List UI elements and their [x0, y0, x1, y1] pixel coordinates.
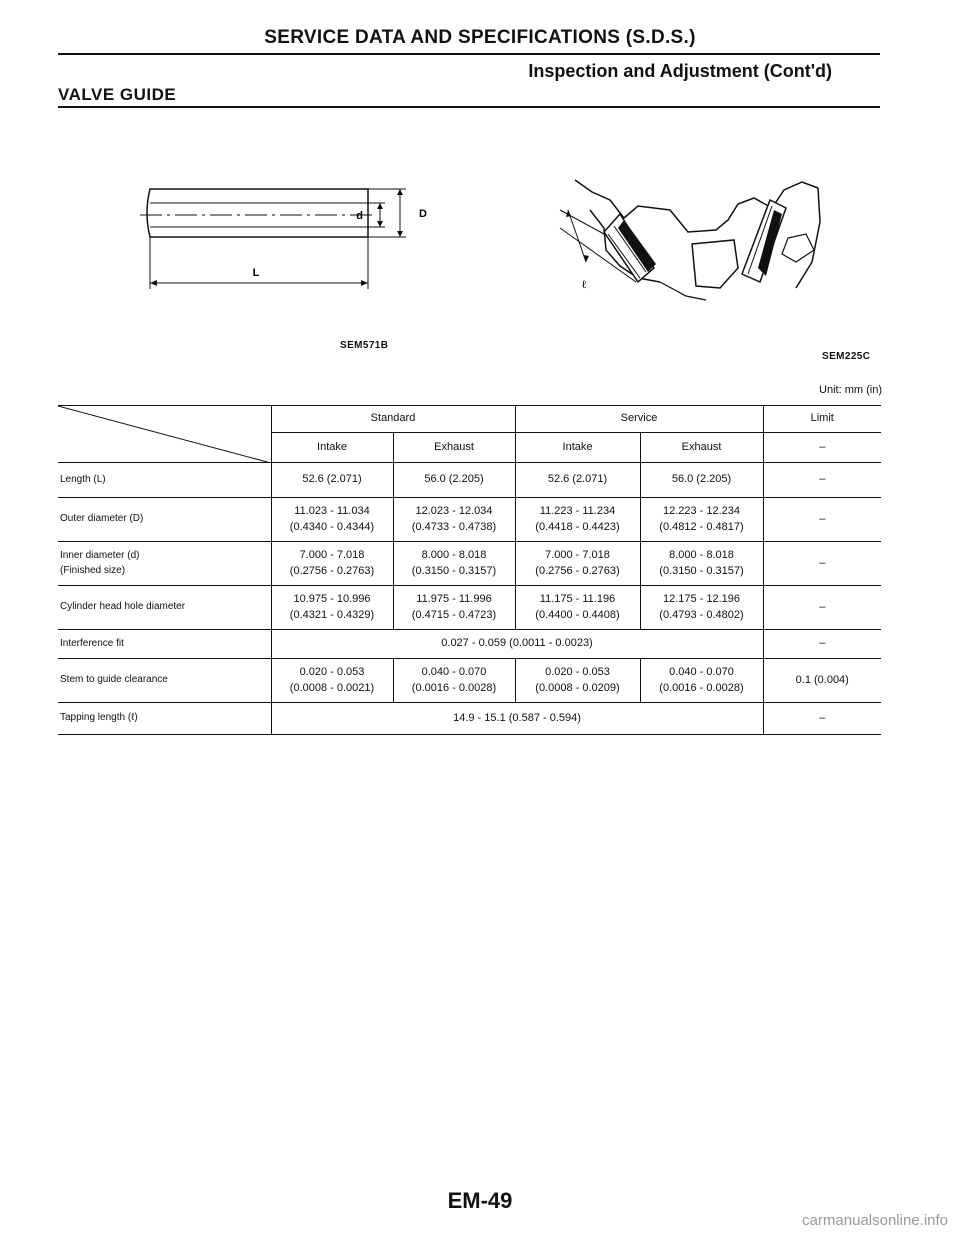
cell-line: 56.0 (2.205)	[424, 473, 484, 486]
cell-line: 7.000 - 7.018	[545, 548, 610, 561]
cell-service-intake	[515, 498, 640, 542]
cell-line: 0.040 - 0.070	[669, 665, 734, 678]
corner-diagonal	[58, 406, 271, 463]
dim-D-label: D	[419, 208, 427, 220]
cell-service-exhaust	[640, 463, 763, 498]
cell-standard-intake	[271, 659, 393, 703]
cell-standard-exhaust	[393, 586, 515, 630]
cell-line: Cylinder head hole diameter	[60, 601, 186, 613]
table-corner-cell	[58, 406, 271, 463]
cell-line: 7.000 - 7.018	[299, 548, 365, 561]
page-number: EM-49	[447, 1188, 513, 1213]
cell-service-exhaust	[640, 542, 763, 586]
section-title: VALVE GUIDE	[58, 85, 177, 104]
table-row	[58, 498, 881, 542]
header-service-intake: Intake	[515, 433, 640, 463]
cell-limit: –	[763, 586, 881, 630]
cell-line: 56.0 (2.205)	[671, 473, 732, 486]
cell-standard-intake	[271, 586, 393, 630]
table-row	[58, 586, 881, 630]
cell-line: Interference fit	[60, 637, 124, 649]
table-row	[58, 630, 881, 659]
header-limit-dash: –	[763, 433, 881, 463]
cell-line: (0.2756 - 0.2763)	[289, 564, 375, 577]
cylinder-head-section-figure	[520, 170, 840, 310]
watermark: carmanualsonline.info	[802, 1212, 948, 1229]
cell-service-intake	[515, 586, 640, 630]
cell-line: (0.3150 - 0.3157)	[659, 564, 744, 577]
page-title: SERVICE DATA AND SPECIFICATIONS (S.D.S.)	[264, 27, 696, 48]
cell-line: (0.4321 - 0.4329)	[289, 608, 375, 621]
cell-service-intake	[515, 463, 640, 498]
cell-line: 0.020 - 0.053	[545, 665, 610, 678]
header-standard-intake: Intake	[271, 433, 393, 463]
cell-line: 0.020 - 0.053	[299, 665, 365, 678]
cell-line: 11.223 - 11.234	[539, 504, 616, 517]
cell-line: 12.023 - 12.034	[415, 504, 493, 517]
cell-line: 11.175 - 11.196	[539, 592, 616, 605]
cell-line: (0.0016 - 0.0028)	[659, 681, 744, 694]
table-row	[58, 703, 881, 735]
table-row	[58, 463, 881, 498]
cell-line: (0.3150 - 0.3157)	[411, 564, 497, 577]
figure-code-left: SEM571B	[340, 340, 389, 351]
cell-line: (0.4733 - 0.4738)	[411, 520, 497, 533]
dim-L-label: L	[252, 267, 260, 279]
unit-note: Unit: mm (in)	[819, 384, 882, 396]
cell-limit: –	[763, 630, 881, 659]
cell-line: (0.4793 - 0.4802)	[659, 608, 744, 621]
row-label	[58, 542, 271, 586]
cell-limit: 0.1 (0.004)	[763, 659, 881, 703]
row-label	[58, 463, 271, 498]
table-row	[58, 542, 881, 586]
cell-service-exhaust	[640, 586, 763, 630]
header-service: Service	[515, 406, 763, 433]
row-label	[58, 659, 271, 703]
cell-line: (Finished size)	[60, 564, 126, 576]
cell-standard-exhaust	[393, 659, 515, 703]
header-limit: Limit	[763, 406, 881, 433]
cell-line: 8.000 - 8.018	[669, 548, 734, 561]
cell-standard-intake	[271, 463, 393, 498]
cell-line: (0.0016 - 0.0028)	[411, 681, 497, 694]
cell-limit: –	[763, 703, 881, 735]
cell-line: (0.4418 - 0.4423)	[535, 520, 620, 533]
cell-line: 8.000 - 8.018	[421, 548, 487, 561]
cell-line: (0.4715 - 0.4723)	[411, 608, 497, 621]
cell-line: Length (L)	[60, 473, 106, 485]
row-label	[58, 630, 271, 659]
cell-line: 52.6 (2.071)	[302, 473, 362, 486]
cell-standard-exhaust	[393, 542, 515, 586]
cell-line: 11.023 - 11.034	[294, 504, 370, 517]
cell-limit: –	[763, 463, 881, 498]
cell-standard-intake	[271, 542, 393, 586]
cell-service-intake	[515, 659, 640, 703]
table-header-row-1	[58, 406, 881, 433]
cell-line: (0.4340 - 0.4344)	[289, 520, 375, 533]
row-value-span: 14.9 - 15.1 (0.587 - 0.594)	[271, 703, 763, 735]
cell-line: Outer diameter (D)	[60, 513, 144, 525]
cell-line: 10.975 - 10.996	[293, 592, 371, 605]
table-body	[58, 463, 881, 735]
cell-limit: –	[763, 542, 881, 586]
cell-line: (0.2756 - 0.2763)	[535, 564, 620, 577]
cell-line: (0.4400 - 0.4408)	[535, 608, 620, 621]
cell-line: (0.4812 - 0.4817)	[659, 520, 744, 533]
cell-standard-exhaust	[393, 463, 515, 498]
row-value-span: 0.027 - 0.059 (0.0011 - 0.0023)	[271, 630, 763, 659]
valve-guide-spec-table	[58, 405, 881, 735]
cell-line: 12.223 - 12.234	[662, 504, 741, 517]
cell-limit: –	[763, 498, 881, 542]
row-label	[58, 586, 271, 630]
cell-line: 52.6 (2.071)	[547, 473, 608, 486]
cell-service-exhaust	[640, 659, 763, 703]
cell-standard-exhaust	[393, 498, 515, 542]
row-label	[58, 703, 271, 735]
cell-service-exhaust	[640, 498, 763, 542]
cell-line: (0.0008 - 0.0209)	[535, 681, 620, 694]
cell-standard-intake	[271, 498, 393, 542]
dim-l-label: ℓ	[581, 279, 587, 291]
page-subtitle: Inspection and Adjustment (Cont'd)	[528, 61, 832, 81]
cell-line: Tapping length (ℓ)	[60, 712, 138, 724]
dim-d-label: d	[356, 210, 363, 222]
section-rule	[58, 106, 880, 108]
cell-line: 0.040 - 0.070	[421, 665, 487, 678]
valve-guide-dimension-figure	[140, 185, 440, 300]
cell-line: 12.175 - 12.196	[662, 592, 741, 605]
header-rule	[58, 53, 880, 55]
header-standard-exhaust: Exhaust	[393, 433, 515, 463]
cell-service-intake	[515, 542, 640, 586]
header-service-exhaust: Exhaust	[640, 433, 763, 463]
cell-line: (0.0008 - 0.0021)	[289, 681, 375, 694]
cell-line: Stem to guide clearance	[60, 674, 168, 686]
table-row	[58, 659, 881, 703]
cell-line: Inner diameter (d)	[60, 550, 140, 561]
header-standard: Standard	[271, 406, 515, 433]
figure-code-right: SEM225C	[822, 351, 871, 362]
cell-line: 11.975 - 11.996	[416, 592, 492, 605]
row-label	[58, 498, 271, 542]
